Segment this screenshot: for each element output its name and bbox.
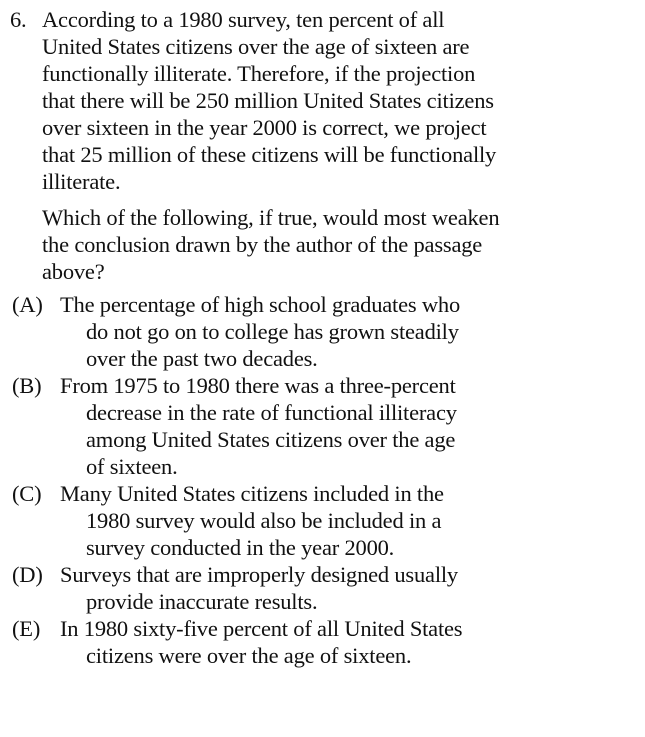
stem-line: over sixteen in the year 2000 is correct, we project [42,115,487,140]
choice-text-line: of sixteen. [86,454,178,479]
choice-letter: (B) [12,373,42,398]
choice-text-line: The percentage of high school graduates who [60,292,461,317]
prompt-line: Which of the following, if true, would most weaken [42,205,500,230]
stem-line: According to a 1980 survey, ten percent of all [42,7,445,32]
choice-text-line: Many United States citizens included in the [60,481,444,506]
choice-text-line: over the past two decades. [86,346,318,371]
stem-line: functionally illiterate. Therefore, if the projection [42,61,476,86]
question-stem [42,6,637,195]
question-6 [10,6,637,669]
answer-choices [10,291,637,669]
choice-text-line: In 1980 sixty-five percent of all United States [60,616,463,641]
stem-line: illiterate. [42,169,121,194]
prompt-line: above? [42,259,105,284]
choice-c[interactable] [10,480,637,561]
choice-text-line: among United States citizens over the age [86,427,456,452]
choice-text-line: citizens were over the age of sixteen. [86,643,412,668]
choice-text-line: Surveys that are improperly designed usually [60,562,458,587]
choice-text-line: provide inaccurate results. [86,589,318,614]
choice-e[interactable] [10,615,637,669]
choice-text-line: 1980 survey would also be included in a [86,508,442,533]
choice-letter: (E) [12,616,41,641]
choice-d[interactable] [10,561,637,615]
stem-line: United States citizens over the age of sixteen are [42,34,470,59]
prompt-line: the conclusion drawn by the author of the passage [42,232,483,257]
choice-letter: (D) [12,562,43,587]
choice-letter: (A) [12,292,43,317]
question-number: 6. [10,7,27,32]
choice-text-line: decrease in the rate of functional illiteracy [86,400,457,425]
choice-a[interactable] [10,291,637,372]
question-prompt [42,204,637,285]
choice-text-line: survey conducted in the year 2000. [86,535,395,560]
stem-line: that there will be 250 million United States citizens [42,88,494,113]
stem-line: that 25 million of these citizens will be functionally [42,142,497,167]
choice-text-line: do not go on to college has grown steadily [86,319,459,344]
choice-b[interactable] [10,372,637,480]
choice-text-line: From 1975 to 1980 there was a three-percent [60,373,456,398]
choice-letter: (C) [12,481,42,506]
